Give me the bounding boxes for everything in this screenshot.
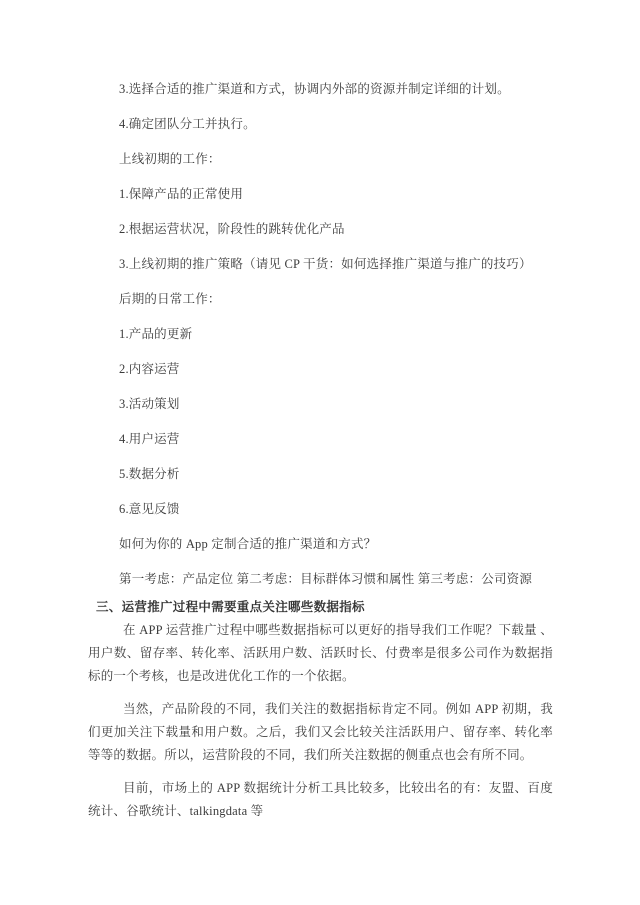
- list-line-optimize-product: 2.根据运营状况，阶段性的跳转优化产品: [119, 222, 345, 236]
- list-line-user-operation: 4.用户运营: [119, 432, 180, 446]
- list-line-data-analysis: 5.数据分析: [119, 467, 180, 481]
- body-paragraph-stage-differences: 当然，产品阶段的不同，我们关注的数据指标肯定不同。例如 APP 初期，我们更加关注下载量和用户数。之后，我们又会比较关注活跃用户、留存率、转化率等等的数据。所以，运营阶段的不同，我们所关注数据的侧重点也会有所不同。: [88, 702, 553, 762]
- document-content: [88, 72, 553, 823]
- section-heading-data-metrics: 三、运营推广过程中需要重点关注哪些数据指标: [96, 600, 365, 614]
- list-label-later-daily-work: 后期的日常工作：: [119, 292, 221, 306]
- list-line-promo-plan: 3.选择合适的推广渠道和方式，协调内外部的资源并制定详细的计划。: [119, 82, 510, 96]
- list-line-early-promo-strategy: 3.上线初期的推广策略（请见 CP 干货：如何选择推广渠道与推广的技巧）: [119, 257, 532, 271]
- list-line-custom-channel-question: 如何为你的 App 定制合适的推广渠道和方式？: [119, 537, 377, 551]
- list-line-product-update: 1.产品的更新: [119, 327, 193, 341]
- list-line-team-split: 4.确定团队分工并执行。: [119, 117, 256, 131]
- list-line-event-planning: 3.活动策划: [119, 397, 180, 411]
- body-paragraph-analytics-tools: 目前，市场上的 APP 数据统计分析工具比较多，比较出名的有：友盟、百度统计、谷歌统计、talkingdata 等: [88, 781, 553, 818]
- list-line-content-operation: 2.内容运营: [119, 362, 180, 376]
- body-paragraph-metrics-overview: 在 APP 运营推广过程中哪些数据指标可以更好的指导我们工作呢？下载量 、用户数、留存率、转化率、活跃用户数、活跃时长、付费率是很多公司作为数据指标的一个考核，也是改进优化工作的一个依据。: [88, 623, 553, 683]
- list-line-feedback: 6.意见反馈: [119, 502, 180, 516]
- list-label-launch-early-work: 上线初期的工作：: [119, 152, 221, 166]
- list-line-ensure-product-use: 1.保障产品的正常使用: [119, 187, 244, 201]
- list-line-three-considerations: 第一考虑：产品定位 第二考虑：目标群体习惯和属性 第三考虑：公司资源: [119, 572, 533, 586]
